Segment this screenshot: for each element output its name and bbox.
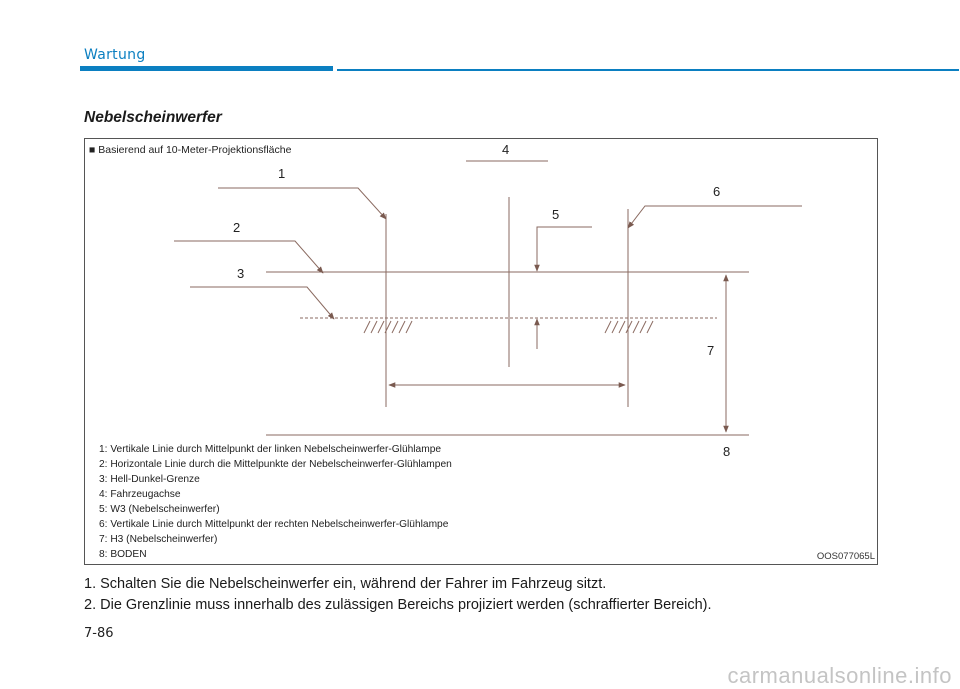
legend-item: 5: W3 (Nebelscheinwerfer) bbox=[99, 504, 220, 515]
figure-legend bbox=[99, 442, 452, 562]
step-item: 1. Schalten Sie die Nebelscheinwerfer ein, während der Fahrer im Fahrzeug sitzt. bbox=[84, 576, 607, 592]
callout-6: 6 bbox=[713, 184, 721, 199]
watermark: carmanualsonline.info bbox=[727, 663, 952, 688]
step-item: 2. Die Grenzlinie muss innerhalb des zulässigen Bereichs projiziert werden (schraffierter Bereich). bbox=[84, 597, 712, 613]
leader-6 bbox=[628, 206, 802, 228]
callout-8: 8 bbox=[723, 444, 731, 459]
legend-item: 1: Vertikale Linie durch Mittelpunkt der linken Nebelscheinwerfer-Glühlampe bbox=[99, 444, 442, 455]
callout-4: 4 bbox=[502, 142, 510, 157]
hatched-zone-right bbox=[605, 321, 653, 333]
section-title: Wartung bbox=[84, 47, 146, 63]
callout-2: 2 bbox=[233, 220, 241, 235]
instruction-steps bbox=[84, 574, 712, 616]
header-rule-thin bbox=[337, 69, 959, 71]
page-heading: Nebelscheinwerfer bbox=[84, 109, 222, 126]
callout-3: 3 bbox=[237, 266, 245, 281]
callout-5: 5 bbox=[552, 207, 560, 222]
legend-item: 3: Hell-Dunkel-Grenze bbox=[99, 474, 200, 485]
hatched-zone-left bbox=[364, 321, 412, 333]
callout-7: 7 bbox=[707, 343, 715, 358]
legend-item: 6: Vertikale Linie durch Mittelpunkt der rechten Nebelscheinwerfer-Glühlampe bbox=[99, 519, 449, 530]
leader-3 bbox=[190, 287, 334, 319]
legend-item: 7: H3 (Nebelscheinwerfer) bbox=[99, 534, 218, 545]
leader-5 bbox=[537, 227, 592, 271]
page-number: 7-86 bbox=[84, 626, 114, 641]
callout-1: 1 bbox=[278, 166, 286, 181]
figure-note: ■ Basierend auf 10-Meter-Projektionsfläche bbox=[89, 144, 292, 156]
figure-code: OOS077065L bbox=[816, 551, 875, 562]
header-rule-thick bbox=[80, 66, 333, 71]
fog-lamp-aiming-figure bbox=[84, 138, 878, 565]
legend-item: 2: Horizontale Linie durch die Mittelpunkte der Nebelscheinwerfer-Glühlampen bbox=[99, 459, 452, 470]
leader-1 bbox=[218, 188, 386, 219]
legend-item: 4: Fahrzeugachse bbox=[99, 489, 181, 500]
legend-item: 8: BODEN bbox=[99, 549, 147, 560]
leader-2 bbox=[174, 241, 323, 273]
